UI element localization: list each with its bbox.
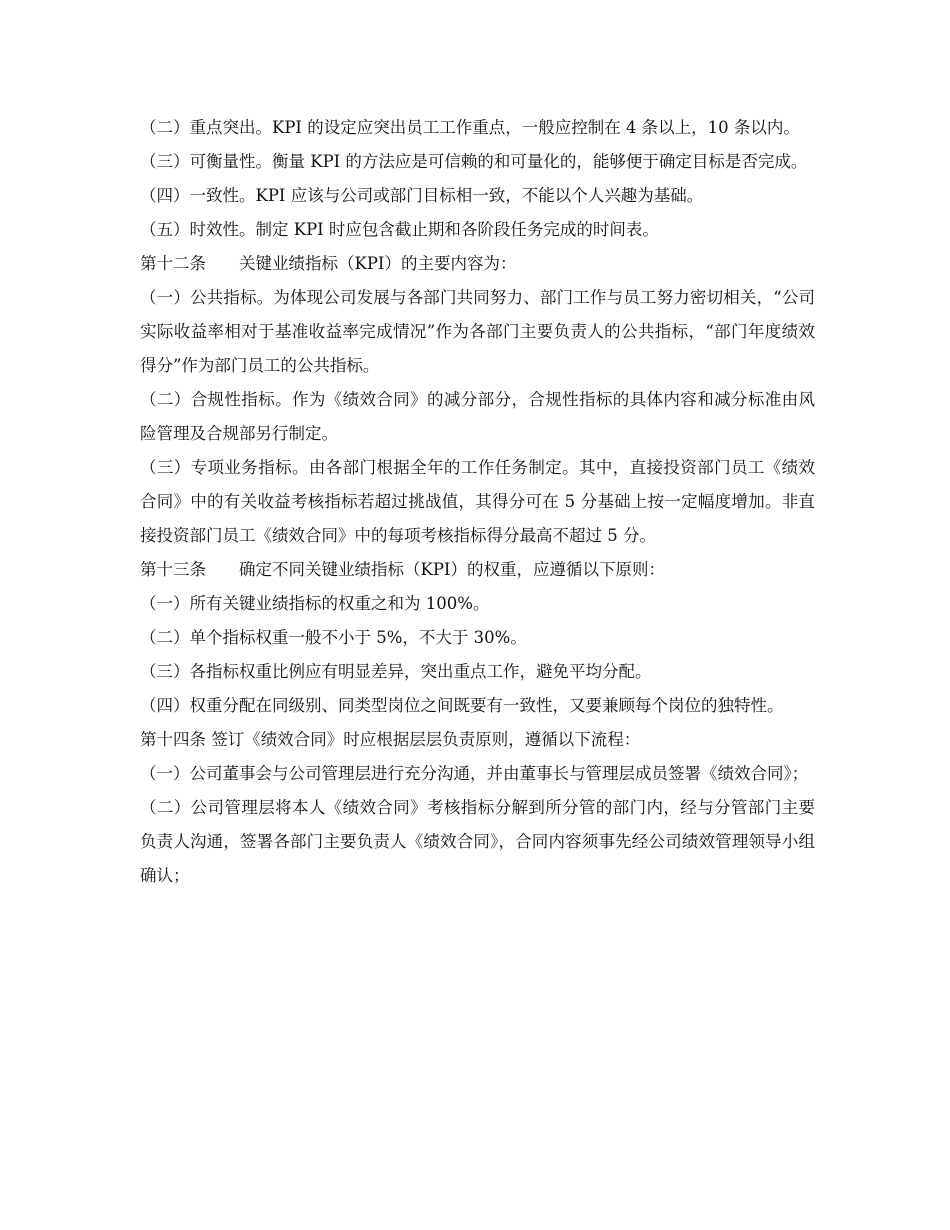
paragraph-weight-allocation: （四）权重分配在同级别、同类型岗位之间既要有一致性，又要兼顾每个岗位的独特性。 (140, 696, 784, 715)
article-14-heading: 第十四条 签订《绩效合同》时应根据层层负责原则，遵循以下流程： (140, 730, 641, 749)
paragraph-board-contract: （一）公司董事会与公司管理层进行充分沟通，并由董事长与管理层成员签署《绩效合同》； (140, 764, 809, 783)
paragraph-public-indicators: （一）公共指标。为体现公司发展与各部门共同努力、部门工作与员工努力密切相关，“公司实际收益率相对于基准收益率完成情况”作为各部门主要负责人的公共指标，“部门年度绩效得分”作为部门员工的公共指标。 (140, 288, 815, 375)
paragraph-special-business-indicators: （三）专项业务指标。由各部门根据全年的工作任务制定。其中，直接投资部门员工《绩效合同》中的有关收益考核指标若超过挑战值，其得分可在 5 分基础上按一定幅度增加。非直接投资部门员工《绩效合同》中的每项考核指标得分最高不超过 5 分。 (140, 458, 815, 545)
paragraph-management-contract: （二）公司管理层将本人《绩效合同》考核指标分解到所分管的部门内，经与分管部门主要负责人沟通，签署各部门主要负责人《绩效合同》，合同内容须事先经公司绩效管理领导小组确认； (140, 798, 815, 885)
document-body (140, 111, 815, 893)
paragraph-weight-sum: （一）所有关键业绩指标的权重之和为 100%。 (140, 594, 490, 613)
article-13-heading: 第十三条 确定不同关键业绩指标（KPI）的权重，应遵循以下原则： (140, 560, 665, 579)
paragraph-kpi-timeliness: （五）时效性。制定 KPI 时应包含截止期和各阶段任务完成的时间表。 (140, 220, 659, 239)
paragraph-kpi-consistency: （四）一致性。KPI 应该与公司或部门目标相一致，不能以个人兴趣为基础。 (140, 186, 704, 205)
paragraph-kpi-focus: （二）重点突出。KPI 的设定应突出员工工作重点，一般应控制在 4 条以上，10 条以内。 (140, 118, 800, 137)
paragraph-kpi-measurability: （三）可衡量性。衡量 KPI 的方法应是可信赖的和可量化的，能够便于确定目标是否完成。 (140, 152, 808, 171)
paragraph-weight-range: （二）单个指标权重一般不小于 5%，不大于 30%。 (140, 628, 527, 647)
article-12-heading: 第十二条 关键业绩指标（KPI）的主要内容为： (140, 254, 517, 273)
paragraph-weight-differences: （三）各指标权重比例应有明显差异，突出重点工作，避免平均分配。 (140, 662, 652, 681)
paragraph-compliance-indicators: （二）合规性指标。作为《绩效合同》的减分部分，合规性指标的具体内容和减分标准由风险管理及合规部另行制定。 (140, 390, 815, 443)
